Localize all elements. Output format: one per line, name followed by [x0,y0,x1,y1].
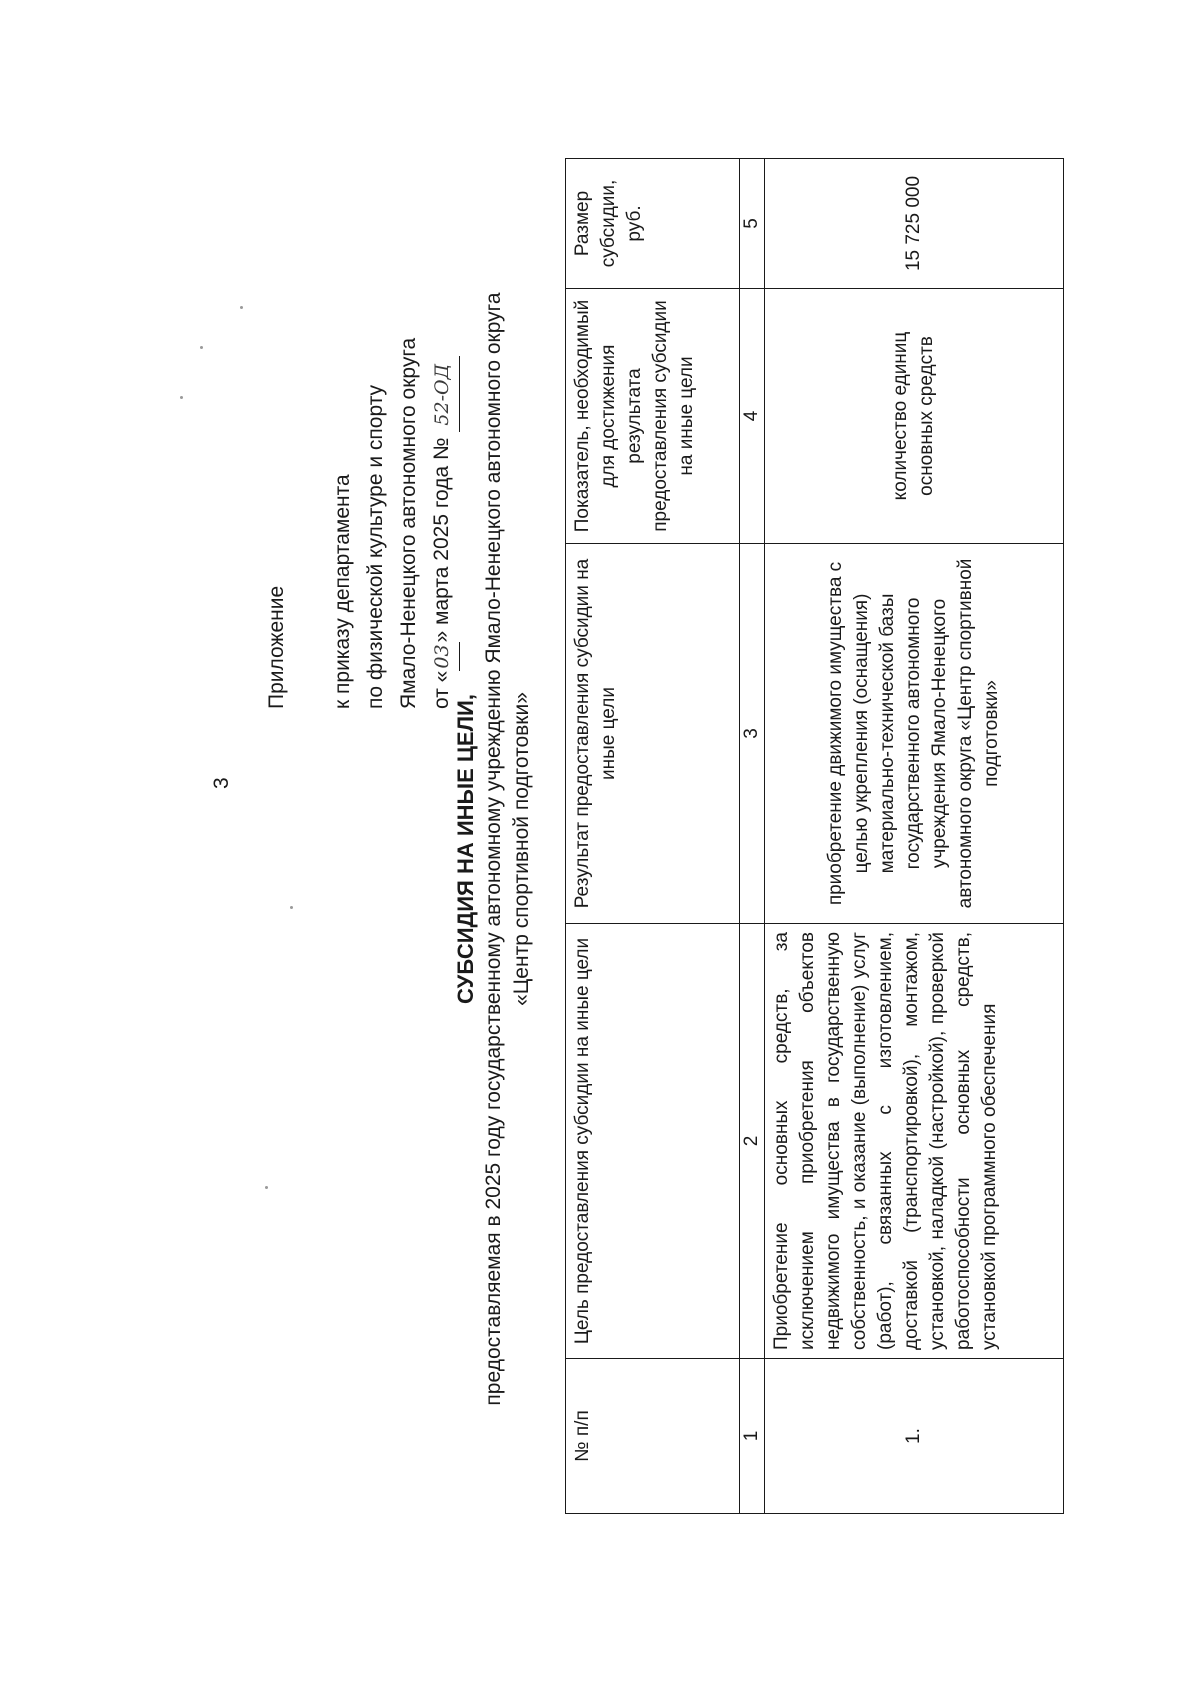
scan-speck [200,346,203,349]
header-cell: Цель предоставления субсидии на иные цели [566,924,740,1359]
scan-speck [265,1186,268,1189]
date-month-year: » марта 2025 года № [430,437,453,643]
column-number-row [740,159,765,1514]
column-number: 4 [740,289,765,544]
approval-line-3: Ямало-Ненецкого автономного округа [397,337,420,709]
page-number: 3 [210,777,233,789]
date-day-handwritten: 03 [426,642,460,670]
row-result: приобретение движимого имущества с целью укрепления (оснащения) материально-технической базы государственного автономного учреждения Ямало-Ненецкого автономного округа «Центр спортивной подготовки» [765,544,1064,924]
approval-line-2: по физической культуре и спорту [364,384,387,709]
scan-speck [290,906,293,909]
row-amount: 15 725 000 [765,159,1064,289]
approval-line-1: к приказу департамента [331,474,354,709]
header-cell: Показатель, необходимый для достижения результата предоставления субсидии на иные цели [566,289,740,544]
document-heading [452,69,536,1629]
heading-subtitle-2: «Центр спортивной подготовки» [510,692,533,1006]
scan-speck [240,306,243,309]
table-row [765,159,1064,1514]
scan-speck [180,396,183,399]
column-number: 1 [740,1359,765,1514]
order-number-handwritten: 52-ОД [426,356,460,432]
column-number: 3 [740,544,765,924]
row-number: 1. [765,1359,1064,1514]
header-cell: Размер субсидии, руб. [566,159,740,289]
approval-block [260,338,460,709]
header-cell: Результат предоставления субсидии на иные цели [566,544,740,924]
column-number: 2 [740,924,765,1359]
header-cell: № п/п [566,1359,740,1514]
row-indicator: количество единиц основных средств [765,289,1064,544]
row-goal: Приобретение основных средств, за исключением приобретения объектов недвижимого имущества в государственную собственность, и оказание (выполнение) услуг (работ), связанных с изготовлением, доставкой (транспортировкой), монтажом, установкой, наладкой (настройкой), проверкой работоспособности основных средств, установкой программного обеспечения [765,924,1064,1359]
column-number: 5 [740,159,765,289]
subsidy-table [565,158,1064,1514]
heading-title: СУБСИДИЯ НА ИНЫЕ ЦЕЛИ, [453,694,478,1004]
date-from-label: от « [430,670,453,709]
heading-subtitle-1: предоставляемая в 2025 году государственному автономному учреждению Ямало-Ненецкого автономного округа [482,292,505,1406]
table-header-row [566,159,740,1514]
appendix-title: Приложение [265,585,288,709]
document-page [100,69,1100,1629]
